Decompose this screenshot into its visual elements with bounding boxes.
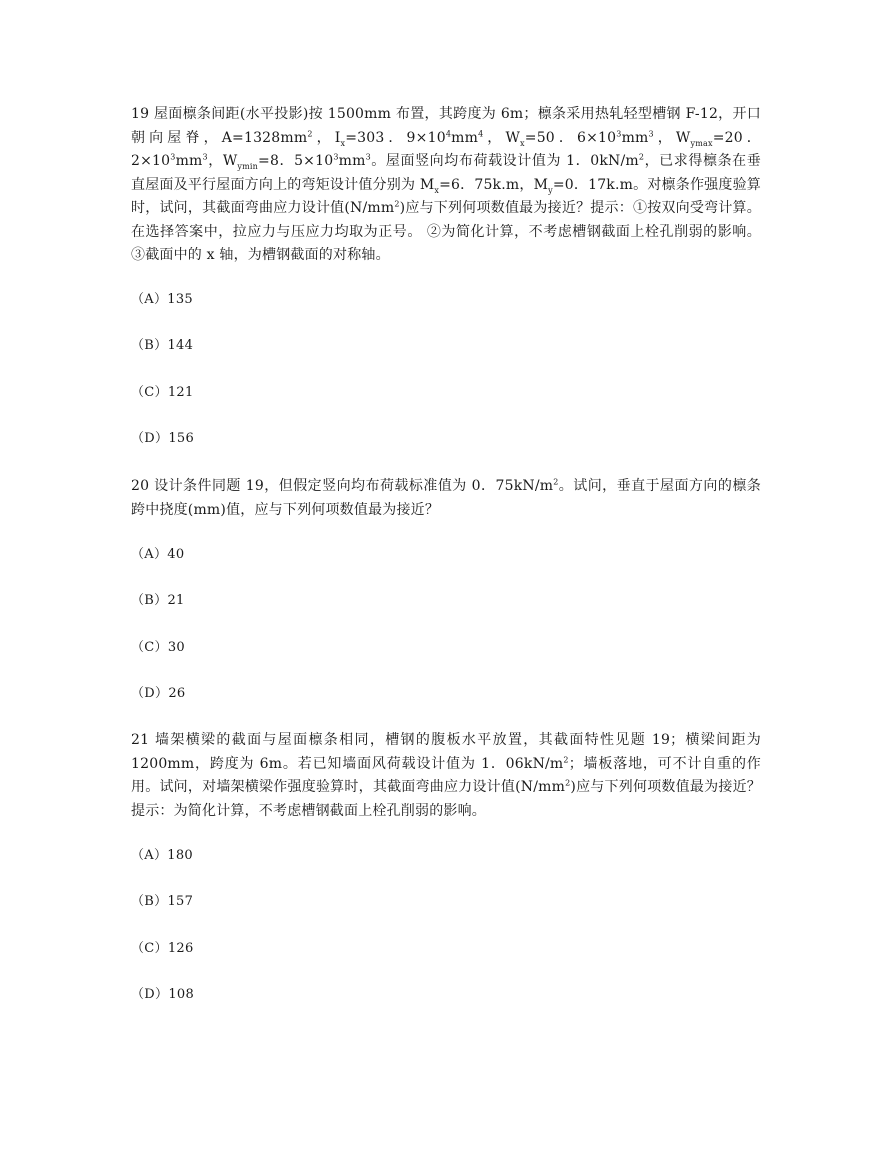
question-19-option-c: （C）121 — [131, 385, 194, 400]
question-19-option-a: （A）135 — [131, 292, 194, 307]
question-19-option-b: （B）144 — [131, 338, 194, 353]
question-20-stem: 20 设计条件同题 19，但假定竖向均布荷载标准值为 0．$75kN/m^2$。试问，垂直于屋面方向的檩条跨中挠度(mm)值，应与下列何项数值最为接近？ — [131, 477, 761, 518]
question-21-stem: 21 墙架横梁的截面与屋面檩条相同，槽钢的腹板水平放置，其截面特性见题 19；横梁间距为 1200mm，跨度为 6m。若已知墙面风荷载设计值为 1．$06kN/m^2$；墙板落地，可不计自重的作用。试问，对墙架横梁作强度验算时，其截面弯曲应力设计值$(N/mm^2)$应与下列何项数值最为接近？提示：为简化计算，不考虑槽钢截面上栓孔削弱的影响。 — [131, 732, 761, 819]
question-21 — [131, 729, 761, 823]
question-20-option-c: （C）30 — [131, 640, 185, 655]
question-20-option-d: （D）26 — [131, 686, 186, 701]
question-21-option-a: （A）180 — [131, 848, 194, 863]
question-20-option-b: （B）21 — [131, 593, 185, 608]
question-21-option-d: （D）108 — [131, 987, 195, 1002]
question-19-stem: 19 屋面檩条间距(水平投影)按 1500mm 布置，其跨度为 6m；檩条采用热轧轻型槽钢 F-12，开口朝向屋脊，$A=1328mm^2$，$I_x=303$．$9\times 10^4mm^4$，$W_x=50$．$6\times 10^3mm^3$，$W_{ymax}=20$．$2\times 10^3mm^3$，$W_{ymin}=8$．$5\times 10^3mm^3$。屋面竖向均布荷载设计值为 1．$0kN/m^2$，已求得檩条在垂直屋面及平行屋面方向上的弯矩设计值分别为 $M_x=6$．75k.m，$M_y=0$．17k.m。对檩条作强度验算时，试问，其截面弯曲应力设计值$(N/mm^2)$应与下列何项数值最为接近？提示：①按双向受弯计算。在选择答案中，拉应力与压应力均取为正号。 ②为简化计算，不考虑槽钢截面上栓孔削弱的影响。 ③截面中的 x 轴，为槽钢截面的对称轴。 — [131, 106, 761, 263]
question-21-option-b: （B）157 — [131, 894, 194, 909]
question-21-option-c: （C）126 — [131, 941, 194, 956]
question-19 — [131, 103, 761, 268]
question-20-option-a: （A）40 — [131, 547, 185, 562]
question-19-option-d: （D）156 — [131, 431, 195, 446]
question-20 — [131, 475, 761, 522]
